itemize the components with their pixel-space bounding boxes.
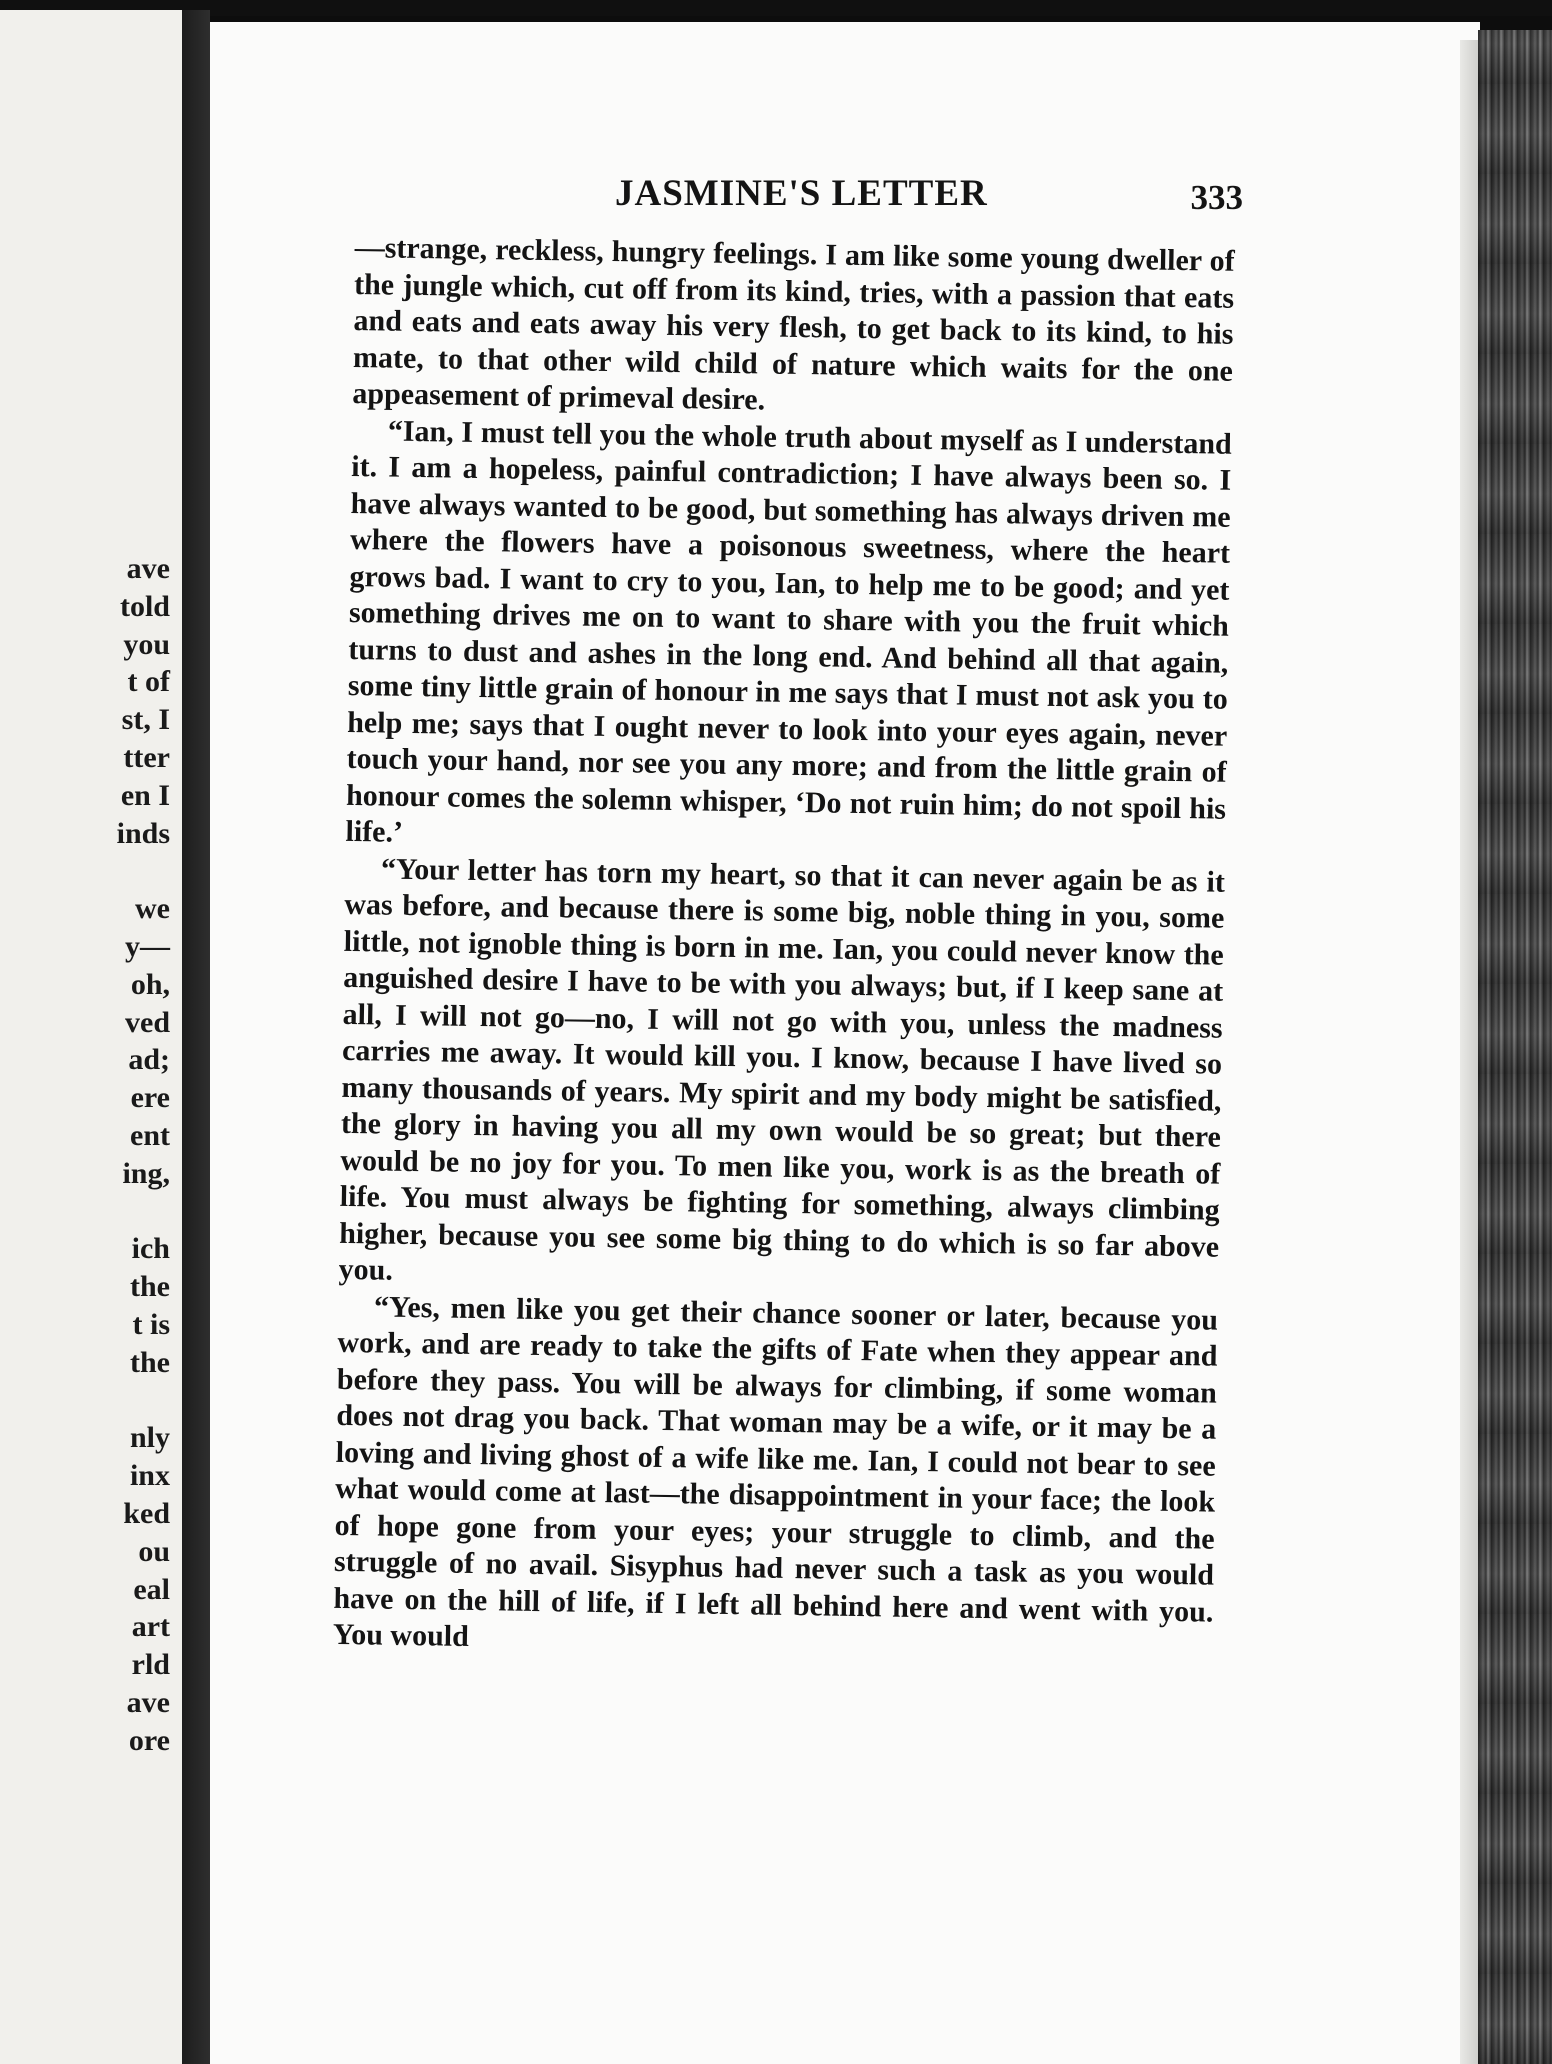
left-fragment: tter	[123, 740, 170, 774]
left-fragment: y—	[125, 929, 170, 963]
left-fragment: t is	[132, 1307, 170, 1341]
left-page	[0, 10, 182, 2064]
paragraph: “Yes, men like you get their chance sooner or later, because you work, and are ready to take the gifts of Fate when they appear and before they pass. You will be always for climbing, if some woman does not drag you back. That woman may be a wife, or it may be a loving and living ghost of a wife like me. Ian, I could not bear to see what would come at last—the disappointment in your face; the look of hope gone from your eyes; your struggle to climb, and the struggle of no avail. Sisyphus had never such a task as you would have on the hill of life, if I left all behind here and went with you. You would	[332, 1289, 1219, 1653]
left-fragment	[0, 852, 170, 890]
book-gutter	[182, 10, 210, 2064]
left-fragment: ved	[125, 1005, 170, 1039]
left-fragment: you	[123, 627, 170, 661]
left-fragment: ent	[130, 1118, 170, 1152]
paragraph: “Ian, I must tell you the whole truth about myself as I understand it. I am a hopeless, painful contradiction; I have always been so. I have always wanted to be good, but something has always driven me where the flowers have a poisonous sweetness, where the heart grows bad. I want to cry to you, Ian, to help me to be good; and yet something drives me on to want to share with you the fruit which turns to dust and ashes in the long end. And behind all that again, some tiny little grain of honour in me says that I must not ask you to help me; says that I ought never to look into your eyes again, never touch your hand, nor see you any more; and from the little grain of honour comes the solemn whisper, ‘Do not ruin him; do not spoil his life.’	[345, 414, 1233, 849]
left-fragment: eal	[133, 1572, 170, 1606]
running-title: JASMINE'S LETTER	[615, 173, 988, 214]
left-fragment	[0, 1193, 170, 1231]
left-fragment: inx	[129, 1459, 170, 1493]
left-fragment: ked	[123, 1496, 170, 1530]
left-fragment: nly	[129, 1421, 170, 1455]
left-fragment: art	[131, 1610, 170, 1644]
left-fragment: ave	[126, 552, 170, 585]
left-fragment: we	[135, 892, 170, 926]
left-fragment: the	[130, 1270, 170, 1304]
left-fragment: told	[119, 589, 170, 623]
left-fragment: ich	[131, 1232, 170, 1266]
body-text	[333, 230, 1235, 1667]
left-fragment: st, I	[121, 703, 170, 737]
paragraph: —strange, reckless, hungry feelings. I am like some young dweller of the jungle which, cut off from its kind, tries, with a passion that eats and eats and eats away his very flesh, to get back to its kind, to his mate, to that other wild child of nature which waits for the one appeasement of primeval desire.	[352, 230, 1235, 417]
page-number: 333	[1190, 178, 1243, 217]
left-fragment: ing,	[122, 1156, 170, 1190]
left-fragment: t of	[127, 665, 170, 699]
left-fragment: ad;	[128, 1043, 170, 1077]
page-header	[355, 172, 1243, 230]
left-fragment: rld	[131, 1648, 170, 1682]
paragraph: “Your letter has torn my heart, so that it can never again be as it was before, and because there is some big, noble thing in you, some little, not ignoble thing is born in me. Ian, you could never know the anguished desire I have to be with you always; but, if I keep sane at all, I will not go—no, I will not go with you, unless the madness carries me away. It would kill you. I know, because I have lived so many thousands of years. My spirit and my body might be satisfied, the glory in having you all my own would be so great; but there would be no joy for you. To men like you, work is as the breath of life. You must always be fighting for something, always climbing higher, because you see some big thing to do which is so far above you.	[338, 851, 1226, 1287]
book-fore-edge	[1478, 30, 1552, 2064]
left-fragment: en I	[120, 778, 170, 812]
scan-top-border	[0, 0, 1552, 16]
left-fragment	[0, 1382, 170, 1420]
page-text-block	[332, 172, 1243, 1654]
left-fragment: ave	[126, 1685, 170, 1719]
left-fragment: oh,	[130, 967, 170, 1001]
left-fragment: the	[130, 1345, 170, 1379]
left-page-text-fragments	[0, 550, 170, 1760]
left-fragment: inds	[116, 816, 170, 850]
left-fragment: ore	[128, 1723, 170, 1757]
left-fragment: ou	[138, 1534, 170, 1568]
left-fragment: ere	[130, 1081, 170, 1115]
